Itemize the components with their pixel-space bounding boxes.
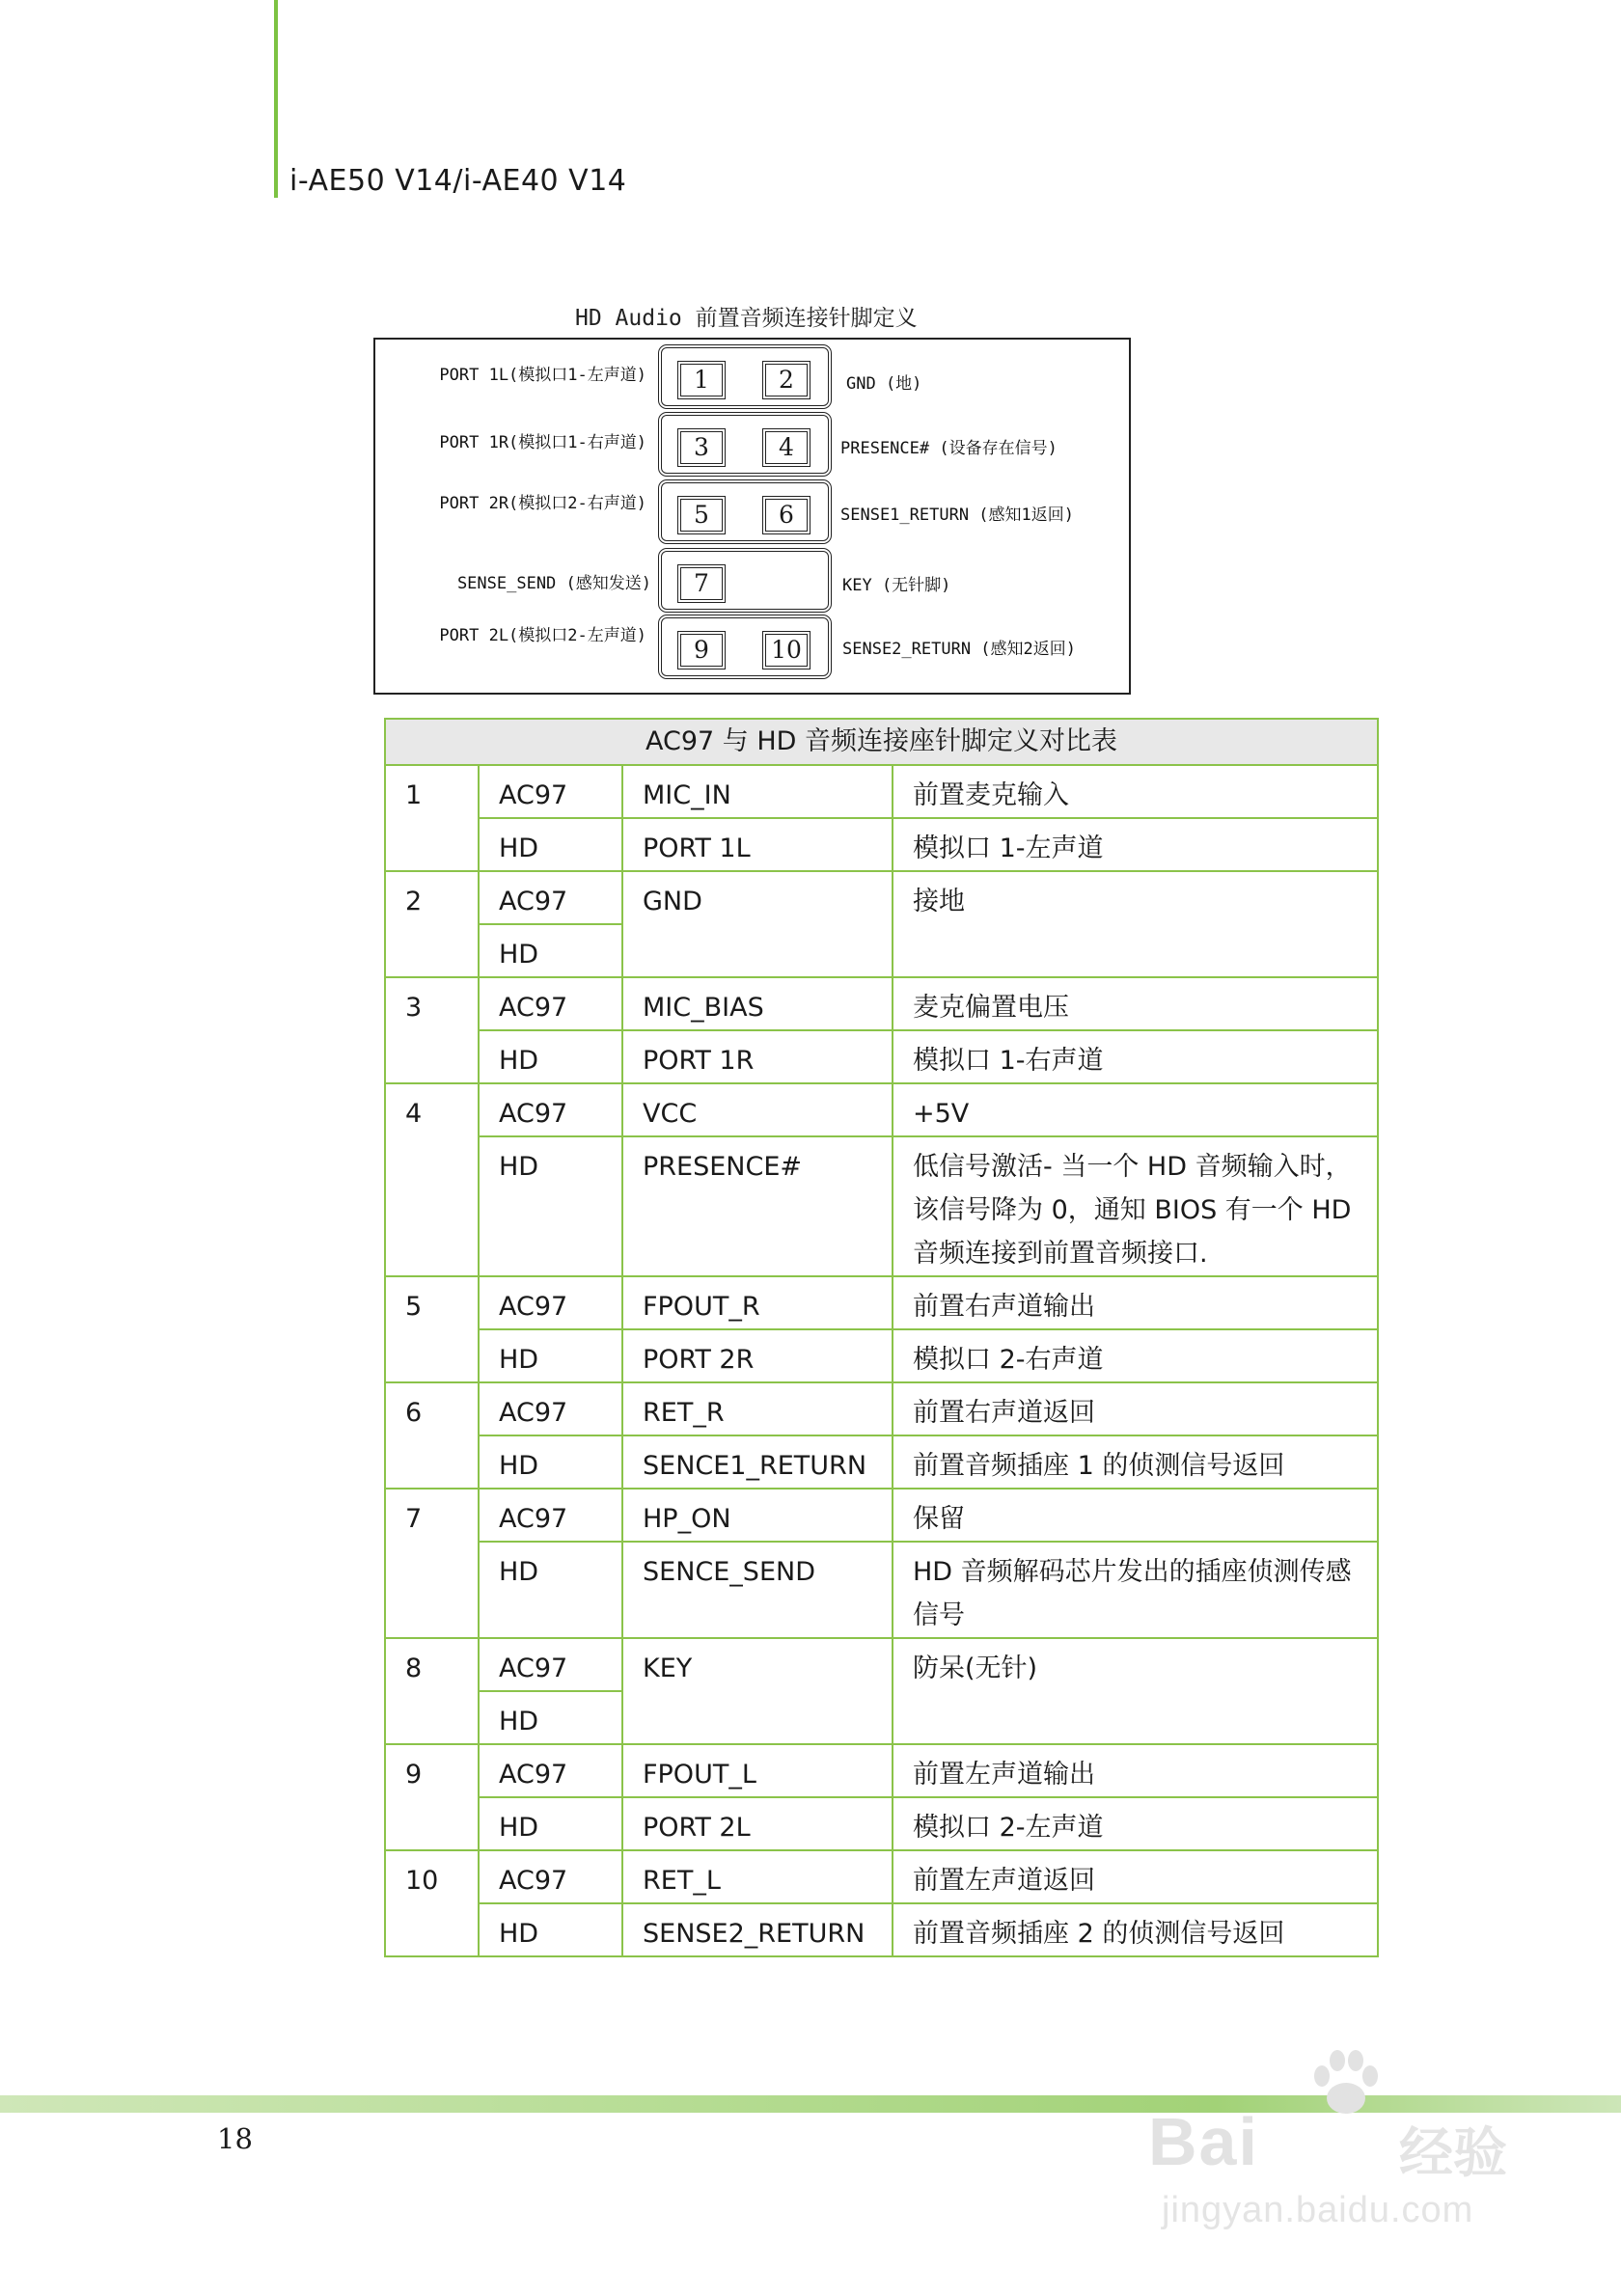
pin-box: 6	[762, 496, 810, 534]
pin-label-left: PORT 2R(模拟口2-右声道)	[439, 494, 646, 513]
watermark-site: jingyan.baidu.com	[1162, 2190, 1474, 2230]
signal-name: PORT 2R	[622, 1329, 893, 1382]
type-cell: HD	[479, 818, 622, 871]
signal-name: RET_L	[622, 1850, 893, 1903]
type-cell: HD	[479, 1797, 622, 1850]
pin-row	[658, 344, 832, 409]
pin-comparison-table	[384, 718, 1379, 1957]
signal-desc: 前置左声道返回	[893, 1850, 1378, 1903]
pin-number: 10	[385, 1850, 479, 1956]
type-cell: AC97	[479, 1382, 622, 1435]
table-row	[385, 1797, 1378, 1850]
pin-label-left: SENSE_SEND (感知发送)	[456, 574, 651, 593]
table-row	[385, 818, 1378, 871]
signal-name: KEY	[622, 1638, 893, 1744]
pin-label-right: SENSE1_RETURN (感知1返回)	[840, 506, 1074, 525]
signal-desc: 低信号激活- 当一个 HD 音频输入时，该信号降为 0，通知 BIOS 有一个 HD 音频连接到前置音频接口.	[893, 1136, 1378, 1276]
diagram-title: HD Audio 前置音频连接针脚定义	[575, 306, 918, 331]
pin-box: 1	[677, 361, 726, 399]
pin-label-right: SENSE2_RETURN (感知2返回)	[842, 640, 1076, 659]
signal-desc: 保留	[893, 1489, 1378, 1542]
signal-name: VCC	[622, 1083, 893, 1136]
type-cell: AC97	[479, 1850, 622, 1903]
pin-number: 6	[385, 1382, 479, 1489]
signal-name: GND	[622, 871, 893, 977]
baidu-watermark	[1148, 2045, 1544, 2228]
signal-desc: 前置右声道输出	[893, 1276, 1378, 1329]
pin-label-right: KEY (无针脚)	[842, 576, 951, 595]
pin-number: 3	[385, 977, 479, 1083]
pin-box: 4	[762, 428, 810, 467]
pin-number: 7	[385, 1489, 479, 1638]
signal-desc: 模拟口 1-右声道	[893, 1030, 1378, 1083]
table-row	[385, 765, 1378, 818]
model-title: i-AE50 V14/i-AE40 V14	[289, 164, 627, 198]
pin-box: 2	[762, 361, 810, 399]
signal-desc: 麦克偏置电压	[893, 977, 1378, 1030]
pin-label-right: GND (地)	[846, 374, 922, 394]
pin-box: 9	[677, 631, 726, 670]
pin-row	[658, 412, 832, 477]
signal-name: FPOUT_R	[622, 1276, 893, 1329]
table-row	[385, 977, 1378, 1030]
signal-desc: HD 音频解码芯片发出的插座侦测传感信号	[893, 1542, 1378, 1638]
type-cell: HD	[479, 1903, 622, 1956]
table-row	[385, 1136, 1378, 1276]
pin-box: 10	[762, 631, 810, 670]
signal-desc: 模拟口 2-左声道	[893, 1797, 1378, 1850]
pin-number: 8	[385, 1638, 479, 1744]
signal-desc: 前置右声道返回	[893, 1382, 1378, 1435]
type-cell: AC97	[479, 1489, 622, 1542]
table-title: AC97 与 HD 音频连接座针脚定义对比表	[385, 719, 1378, 765]
type-cell: HD	[479, 1542, 622, 1638]
pin-row	[658, 615, 832, 679]
table-row	[385, 1744, 1378, 1797]
pin-diagram	[373, 338, 1131, 695]
signal-desc: 模拟口 1-左声道	[893, 818, 1378, 871]
type-cell: AC97	[479, 1083, 622, 1136]
table-row	[385, 1382, 1378, 1435]
table-row	[385, 1329, 1378, 1382]
type-cell: AC97	[479, 1744, 622, 1797]
type-cell: HD	[479, 1435, 622, 1489]
pin-number: 2	[385, 871, 479, 977]
table-row	[385, 1850, 1378, 1903]
pin-number: 4	[385, 1083, 479, 1276]
pin-number: 5	[385, 1276, 479, 1382]
type-cell: AC97	[479, 765, 622, 818]
signal-name: PORT 1R	[622, 1030, 893, 1083]
signal-name: HP_ON	[622, 1489, 893, 1542]
type-cell: AC97	[479, 1638, 622, 1691]
type-cell: HD	[479, 1136, 622, 1276]
type-cell: AC97	[479, 1276, 622, 1329]
page-number: 18	[217, 2122, 253, 2155]
type-cell: HD	[479, 924, 622, 977]
table-row	[385, 1638, 1378, 1691]
signal-name: SENSE2_RETURN	[622, 1903, 893, 1956]
pin-box: 7	[677, 564, 726, 603]
pin-label-left: PORT 1L(模拟口1-左声道)	[439, 366, 646, 385]
signal-desc: +5V	[893, 1083, 1378, 1136]
type-cell: HD	[479, 1691, 622, 1744]
signal-name: FPOUT_L	[622, 1744, 893, 1797]
pin-number: 9	[385, 1744, 479, 1850]
type-cell: HD	[479, 1329, 622, 1382]
signal-name: RET_R	[622, 1382, 893, 1435]
signal-desc: 前置麦克输入	[893, 765, 1378, 818]
signal-name: PRESENCE#	[622, 1136, 893, 1276]
pin-row	[658, 548, 832, 613]
signal-name: PORT 2L	[622, 1797, 893, 1850]
signal-name: SENCE_SEND	[622, 1542, 893, 1638]
table-row	[385, 1489, 1378, 1542]
pin-box: 5	[677, 496, 726, 534]
pin-label-left: PORT 2L(模拟口2-左声道)	[439, 626, 646, 645]
header-accent-line	[274, 0, 278, 198]
pin-number: 1	[385, 765, 479, 871]
watermark-brand-cn: 经验	[1399, 2122, 1507, 2185]
signal-desc: 接地	[893, 871, 1378, 977]
type-cell: HD	[479, 1030, 622, 1083]
pin-label-left: PORT 1R(模拟口1-右声道)	[439, 433, 646, 452]
type-cell: AC97	[479, 871, 622, 924]
paw-icon	[1303, 2045, 1389, 2139]
signal-name: PORT 1L	[622, 818, 893, 871]
type-cell: AC97	[479, 977, 622, 1030]
table-row	[385, 1542, 1378, 1638]
pin-label-right: PRESENCE# (设备存在信号)	[840, 439, 1058, 458]
table-title-row	[385, 719, 1378, 765]
signal-name: MIC_IN	[622, 765, 893, 818]
watermark-brand: Bai	[1148, 2104, 1259, 2179]
table-row	[385, 1435, 1378, 1489]
table-row	[385, 1903, 1378, 1956]
signal-name: MIC_BIAS	[622, 977, 893, 1030]
signal-desc: 模拟口 2-右声道	[893, 1329, 1378, 1382]
table-row	[385, 1030, 1378, 1083]
signal-desc: 防呆(无针)	[893, 1638, 1378, 1744]
table-row	[385, 1276, 1378, 1329]
signal-name: SENCE1_RETURN	[622, 1435, 893, 1489]
signal-desc: 前置音频插座 2 的侦测信号返回	[893, 1903, 1378, 1956]
pin-row	[658, 479, 832, 544]
table-row	[385, 1083, 1378, 1136]
pin-box: 3	[677, 428, 726, 467]
signal-desc: 前置左声道输出	[893, 1744, 1378, 1797]
table-row	[385, 871, 1378, 924]
signal-desc: 前置音频插座 1 的侦测信号返回	[893, 1435, 1378, 1489]
